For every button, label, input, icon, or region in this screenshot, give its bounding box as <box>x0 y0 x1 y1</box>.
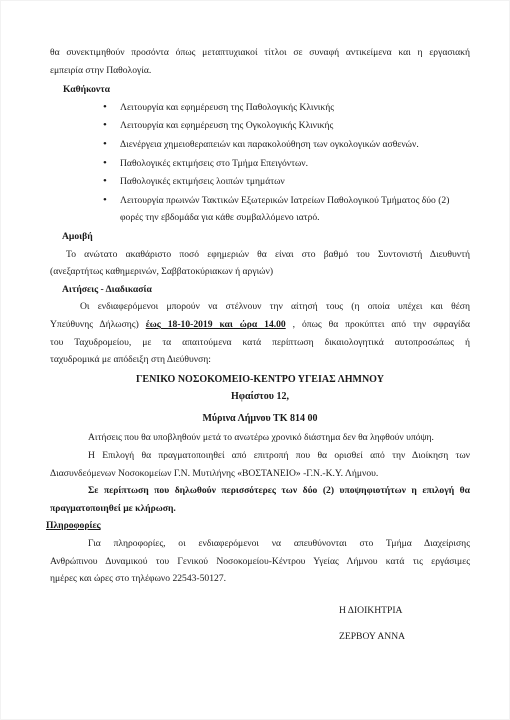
address-line-1: ΓΕΝΙΚΟ ΝΟΣΟΚΟΜΕΙΟ-ΚΕΝΤΡΟ ΥΓΕΙΑΣ ΛΗΜΝΟΥ <box>136 373 384 385</box>
bullet-icon: • <box>103 119 107 132</box>
list-item: • Λειτουργία και εφημέρευση της Παθολογικής Κλινικής <box>120 99 470 117</box>
selection-line-1: Η Επιλογή θα πραγματοποιηθεί από επιτροπή που θα ορισθεί από την Διοίκηση των <box>88 450 470 462</box>
intro-line-1: θα συνεκτιμηθούν προσόντα όπως μεταπτυχιακοί τίτλοι σε συναφή αντικείμενα και η εργασιακή <box>50 47 470 58</box>
application-heading: Αιτήσεις - Διαδικασία <box>62 283 152 295</box>
application-line-2: Υπεύθυνης Δήλωσης) έως 18-10-2019 και ώρα 14.00 , όπως θα προκύπτει από την σφραγίδα <box>50 318 470 330</box>
intro-line-2: εμπειρία στην Παθολογία. <box>50 64 152 76</box>
deadline-text: έως 18-10-2019 και ώρα 14.00 <box>145 318 286 330</box>
duties-heading: Καθήκοντα <box>63 84 110 96</box>
signatory-title: Η ΔΙΟΙΚΗΤΡΙΑ <box>339 604 403 616</box>
application-line-1: Οι ενδιαφερόμενοι μπορούν να στέλνουν την αίτησή τους (η οποία υπέχει και θέση <box>80 301 470 313</box>
address-line-2: Ηφαίστου 12, <box>231 391 289 403</box>
lottery-line-1: Σε περίπτωση που δηλωθούν περισσότερες των δύο (2) υποψηφιοτήτων η επιλογή θα <box>88 485 470 497</box>
bullet-icon: • <box>103 137 107 150</box>
list-item: • Παθολογικές εκτιμήσεις λοιπών τμημάτων <box>120 173 470 191</box>
list-item: • Παθολογικές εκτιμήσεις στο Τμήμα Επειγόντων. <box>120 155 470 173</box>
document-body <box>46 44 470 646</box>
application-line-4: ταχυδρομικά με απόδειξη στη Διεύθυνση: <box>50 354 211 366</box>
info-line-3: ημέρες και ώρες στο τηλέφωνο 22543-50127. <box>50 573 227 585</box>
signatory-name: ΖΕΡΒΟΥ ΑΝΝΑ <box>339 631 406 643</box>
bullet-icon: • <box>103 156 107 169</box>
pay-line-1: Το ανώτατο ακαθάριστο ποσό εφημεριών θα είναι στο βαθμό του Συντονιστή Διευθυντή <box>66 248 470 260</box>
selection-line-2: Διασυνδεόμενων Νοσοκομείων Γ.Ν. Μυτιλήνης «ΒΟΣΤΑΝΕΙΟ» -Γ.Ν.-Κ.Υ. Λήμνου. <box>50 467 379 479</box>
lottery-line-2: πραγματοποιηθεί με κλήρωση. <box>50 502 176 514</box>
pay-heading: Αμοιβή <box>62 230 93 242</box>
late-notice: Αιτήσεις που θα υποβληθούν μετά το ανωτέρω χρονικό διάστημα δεν θα ληφθούν υπόψη. <box>88 432 434 444</box>
bullet-icon: • <box>103 175 107 188</box>
application-line-3: του Ταχυδρομείου, με τα απαιτούμενα κατά περίπτωση δικαιολογητικά αυτοπροσώπως ή <box>50 336 470 348</box>
info-line-2: Ανθρώπινου Δυναμικού του Γενικού Νοσοκομείου-Κέντρου Υγείας Λήμνου κατά τις εργάσιμες <box>50 555 470 567</box>
list-item: • Λειτουργία και εφημέρευση της Ογκολογικής Κλινικής <box>120 117 470 135</box>
list-item: • Λειτουργία πρωινών Τακτικών Εξωτερικών Ιατρείων Παθολογικού Τμήματος δύο (2) φορές την εβδομάδα για κάθε συμβαλλόμενο ιατρό. <box>103 193 450 224</box>
pay-line-2: (ανεξαρτήτως καθημερινών, Σαββατοκύριακων ή αργιών) <box>50 266 274 278</box>
list-item-continuation: φορές την εβδομάδα για κάθε συμβαλλόμενο ιατρό. <box>120 212 320 224</box>
duties-list <box>50 99 470 227</box>
bullet-icon: • <box>103 100 107 113</box>
info-heading: Πληροφορίες <box>46 520 101 532</box>
info-line-1: Για πληροφορίες, οι ενδιαφερόμενοι να απευθύνονται στο Τμήμα Διαχείρισης <box>88 538 470 550</box>
address-line-3: Μύρινα Λήμνου ΤΚ 814 00 <box>202 412 318 424</box>
list-item: • Διενέργεια χημειοθεραπειών και παρακολούθηση των ογκολογικών ασθενών. <box>120 136 470 154</box>
bullet-icon: • <box>103 193 107 206</box>
